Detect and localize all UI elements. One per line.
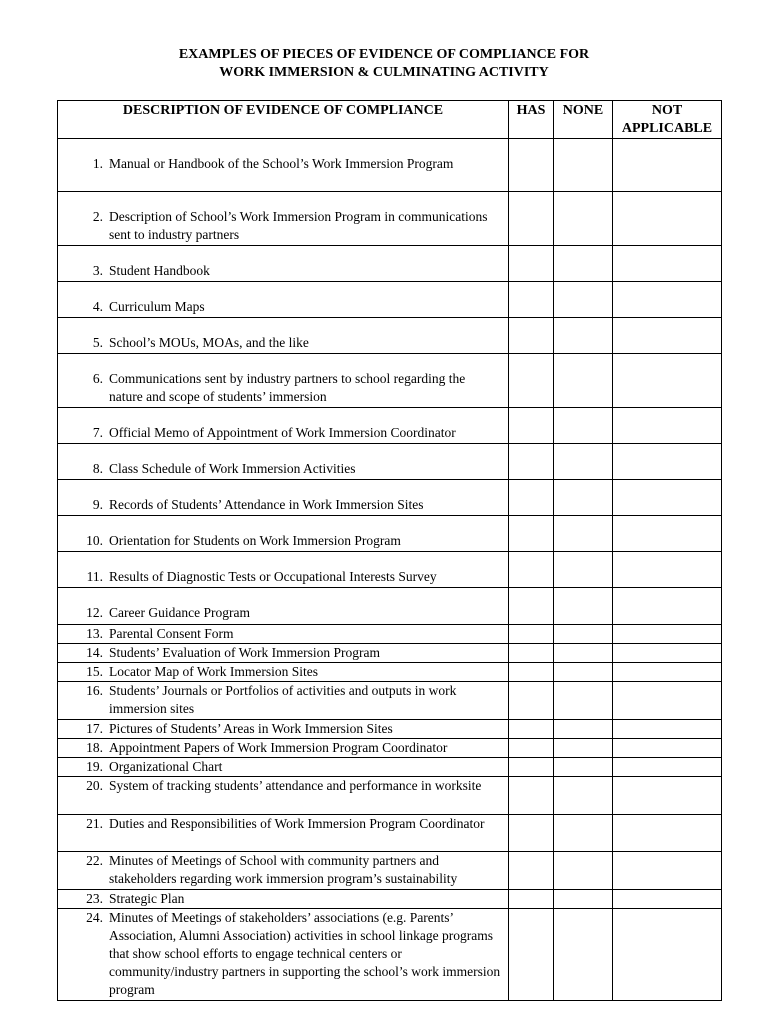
table-row bbox=[58, 758, 722, 777]
has-cell[interactable] bbox=[509, 408, 554, 444]
item-text: Description of School’s Work Immersion Program in communications sent to industry partners bbox=[109, 209, 488, 242]
item-number: 4. bbox=[92, 299, 103, 314]
table-row bbox=[58, 282, 722, 318]
evidence-description-cell bbox=[58, 480, 509, 516]
header-not-applicable: NOT APPLICABLE bbox=[613, 101, 722, 139]
item-text: Curriculum Maps bbox=[109, 299, 205, 314]
item-number: 16. bbox=[86, 683, 103, 698]
table-body bbox=[58, 139, 722, 1001]
evidence-description-cell bbox=[58, 909, 509, 1001]
has-cell[interactable] bbox=[509, 682, 554, 720]
not-applicable-cell[interactable] bbox=[613, 588, 722, 625]
item-text: System of tracking students’ attendance and performance in worksite bbox=[109, 778, 482, 793]
title-line-1: EXAMPLES OF PIECES OF EVIDENCE OF COMPLIANCE FOR bbox=[178, 47, 590, 62]
has-cell[interactable] bbox=[509, 139, 554, 192]
item-number: 18. bbox=[86, 740, 103, 755]
not-applicable-cell[interactable] bbox=[613, 246, 722, 282]
item-text: Communications sent by industry partners to school regarding the nature and scope of students’ immersion bbox=[109, 371, 466, 404]
table-row bbox=[58, 552, 722, 588]
item-text: Duties and Responsibilities of Work Immersion Program Coordinator bbox=[109, 816, 485, 831]
item-text: Strategic Plan bbox=[109, 891, 185, 906]
compliance-table bbox=[57, 100, 722, 1001]
item-number: 8. bbox=[92, 461, 103, 476]
item-text: Manual or Handbook of the School’s Work Immersion Program bbox=[109, 156, 454, 171]
table-row bbox=[58, 777, 722, 815]
item-text: Students’ Journals or Portfolios of activities and outputs in work immersion sites bbox=[109, 683, 457, 716]
none-cell[interactable] bbox=[554, 890, 613, 909]
none-cell[interactable] bbox=[554, 625, 613, 644]
none-cell[interactable] bbox=[554, 777, 613, 815]
table-row bbox=[58, 852, 722, 890]
item-text: Parental Consent Form bbox=[109, 626, 234, 641]
table-header-row bbox=[58, 101, 722, 139]
not-applicable-cell[interactable] bbox=[613, 354, 722, 408]
header-none: NONE bbox=[554, 101, 613, 139]
item-number: 22. bbox=[86, 853, 103, 868]
evidence-description-cell bbox=[58, 552, 509, 588]
has-cell[interactable] bbox=[509, 354, 554, 408]
has-cell[interactable] bbox=[509, 852, 554, 890]
evidence-description-cell bbox=[58, 354, 509, 408]
item-number: 2. bbox=[92, 209, 103, 224]
not-applicable-cell[interactable] bbox=[613, 815, 722, 852]
has-cell[interactable] bbox=[509, 588, 554, 625]
not-applicable-cell[interactable] bbox=[613, 444, 722, 480]
evidence-description-cell bbox=[58, 282, 509, 318]
not-applicable-cell[interactable] bbox=[613, 282, 722, 318]
item-text: Career Guidance Program bbox=[109, 605, 250, 620]
table-row bbox=[58, 516, 722, 552]
not-applicable-cell[interactable] bbox=[613, 682, 722, 720]
evidence-description-cell bbox=[58, 815, 509, 852]
evidence-description-cell bbox=[58, 625, 509, 644]
evidence-description-cell bbox=[58, 890, 509, 909]
not-applicable-cell[interactable] bbox=[613, 644, 722, 663]
table-row bbox=[58, 139, 722, 192]
not-applicable-cell[interactable] bbox=[613, 552, 722, 588]
item-text: Organizational Chart bbox=[109, 759, 223, 774]
item-number: 20. bbox=[86, 778, 103, 793]
not-applicable-cell[interactable] bbox=[613, 480, 722, 516]
table-row bbox=[58, 408, 722, 444]
has-cell[interactable] bbox=[509, 625, 554, 644]
none-cell[interactable] bbox=[554, 516, 613, 552]
not-applicable-cell[interactable] bbox=[613, 408, 722, 444]
has-cell[interactable] bbox=[509, 739, 554, 758]
not-applicable-cell[interactable] bbox=[613, 890, 722, 909]
none-cell[interactable] bbox=[554, 644, 613, 663]
item-number: 6. bbox=[92, 371, 103, 386]
item-text: Minutes of Meetings of School with community partners and stakeholders regarding work immersion program’s sustainability bbox=[109, 853, 458, 886]
item-text: Pictures of Students’ Areas in Work Immersion Sites bbox=[109, 721, 393, 736]
has-cell[interactable] bbox=[509, 758, 554, 777]
item-number: 24. bbox=[86, 910, 103, 925]
header-has: HAS bbox=[509, 101, 554, 139]
item-text: Appointment Papers of Work Immersion Program Coordinator bbox=[109, 740, 448, 755]
not-applicable-cell[interactable] bbox=[613, 852, 722, 890]
none-cell[interactable] bbox=[554, 282, 613, 318]
item-number: 5. bbox=[92, 335, 103, 350]
item-number: 23. bbox=[86, 891, 103, 906]
none-cell[interactable] bbox=[554, 815, 613, 852]
has-cell[interactable] bbox=[509, 663, 554, 682]
evidence-description-cell bbox=[58, 192, 509, 246]
has-cell[interactable] bbox=[509, 720, 554, 739]
item-number: 12. bbox=[86, 605, 103, 620]
not-applicable-cell[interactable] bbox=[613, 739, 722, 758]
none-cell[interactable] bbox=[554, 408, 613, 444]
item-text: Students’ Evaluation of Work Immersion Program bbox=[109, 645, 380, 660]
none-cell[interactable] bbox=[554, 758, 613, 777]
item-text: Locator Map of Work Immersion Sites bbox=[109, 664, 318, 679]
item-number: 11. bbox=[86, 569, 103, 584]
none-cell[interactable] bbox=[554, 139, 613, 192]
item-number: 14. bbox=[86, 645, 103, 660]
evidence-description-cell bbox=[58, 682, 509, 720]
not-applicable-cell[interactable] bbox=[613, 516, 722, 552]
table-row bbox=[58, 909, 722, 1001]
item-text: Class Schedule of Work Immersion Activities bbox=[109, 461, 356, 476]
item-text: Student Handbook bbox=[109, 263, 210, 278]
not-applicable-cell[interactable] bbox=[613, 318, 722, 354]
table-row bbox=[58, 480, 722, 516]
none-cell[interactable] bbox=[554, 682, 613, 720]
evidence-description-cell bbox=[58, 408, 509, 444]
has-cell[interactable] bbox=[509, 192, 554, 246]
table-row bbox=[58, 192, 722, 246]
has-cell[interactable] bbox=[509, 480, 554, 516]
item-number: 19. bbox=[86, 759, 103, 774]
table-row bbox=[58, 246, 722, 282]
evidence-description-cell bbox=[58, 739, 509, 758]
item-number: 7. bbox=[92, 425, 103, 440]
evidence-description-cell bbox=[58, 852, 509, 890]
none-cell[interactable] bbox=[554, 909, 613, 1001]
item-text: Orientation for Students on Work Immersion Program bbox=[109, 533, 401, 548]
evidence-description-cell bbox=[58, 777, 509, 815]
has-cell[interactable] bbox=[509, 909, 554, 1001]
item-text: Minutes of Meetings of stakeholders’ associations (e.g. Parents’ Association, Alumni Association) activities in school linkage programs that show school efforts to engage technical centers or community/industry partners in supporting the school’s work immersion program bbox=[109, 910, 501, 997]
none-cell[interactable] bbox=[554, 318, 613, 354]
item-text: Official Memo of Appointment of Work Immersion Coordinator bbox=[109, 425, 456, 440]
table-row bbox=[58, 720, 722, 739]
table-row bbox=[58, 588, 722, 625]
item-number: 3. bbox=[92, 263, 103, 278]
table-row bbox=[58, 739, 722, 758]
none-cell[interactable] bbox=[554, 552, 613, 588]
item-number: 21. bbox=[86, 816, 103, 831]
table-row bbox=[58, 815, 722, 852]
has-cell[interactable] bbox=[509, 777, 554, 815]
table-row bbox=[58, 663, 722, 682]
has-cell[interactable] bbox=[509, 890, 554, 909]
table-row bbox=[58, 444, 722, 480]
evidence-description-cell bbox=[58, 516, 509, 552]
not-applicable-cell[interactable] bbox=[613, 777, 722, 815]
not-applicable-cell[interactable] bbox=[613, 758, 722, 777]
item-number: 13. bbox=[86, 626, 103, 641]
item-number: 9. bbox=[92, 497, 103, 512]
none-cell[interactable] bbox=[554, 663, 613, 682]
none-cell[interactable] bbox=[554, 739, 613, 758]
has-cell[interactable] bbox=[509, 552, 554, 588]
table-row bbox=[58, 354, 722, 408]
has-cell[interactable] bbox=[509, 282, 554, 318]
has-cell[interactable] bbox=[509, 644, 554, 663]
evidence-description-cell bbox=[58, 588, 509, 625]
none-cell[interactable] bbox=[554, 588, 613, 625]
table-row bbox=[58, 682, 722, 720]
item-number: 15. bbox=[86, 664, 103, 679]
evidence-description-cell bbox=[58, 720, 509, 739]
not-applicable-cell[interactable] bbox=[613, 720, 722, 739]
evidence-description-cell bbox=[58, 444, 509, 480]
item-number: 10. bbox=[86, 533, 103, 548]
none-cell[interactable] bbox=[554, 480, 613, 516]
evidence-description-cell bbox=[58, 663, 509, 682]
not-applicable-cell[interactable] bbox=[613, 192, 722, 246]
title-line-2: WORK IMMERSION & CULMINATING ACTIVITY bbox=[219, 65, 549, 80]
not-applicable-cell[interactable] bbox=[613, 663, 722, 682]
table-row bbox=[58, 644, 722, 663]
document-title bbox=[0, 46, 768, 82]
evidence-description-cell bbox=[58, 758, 509, 777]
none-cell[interactable] bbox=[554, 720, 613, 739]
table-row bbox=[58, 625, 722, 644]
item-text: School’s MOUs, MOAs, and the like bbox=[109, 335, 309, 350]
not-applicable-cell[interactable] bbox=[613, 139, 722, 192]
item-text: Records of Students’ Attendance in Work Immersion Sites bbox=[109, 497, 424, 512]
has-cell[interactable] bbox=[509, 318, 554, 354]
has-cell[interactable] bbox=[509, 246, 554, 282]
none-cell[interactable] bbox=[554, 246, 613, 282]
not-applicable-cell[interactable] bbox=[613, 909, 722, 1001]
item-text: Results of Diagnostic Tests or Occupational Interests Survey bbox=[109, 569, 437, 584]
evidence-description-cell bbox=[58, 139, 509, 192]
none-cell[interactable] bbox=[554, 192, 613, 246]
table-row bbox=[58, 318, 722, 354]
not-applicable-cell[interactable] bbox=[613, 625, 722, 644]
item-number: 1. bbox=[92, 156, 103, 171]
item-number: 17. bbox=[86, 721, 103, 736]
none-cell[interactable] bbox=[554, 354, 613, 408]
evidence-description-cell bbox=[58, 318, 509, 354]
none-cell[interactable] bbox=[554, 852, 613, 890]
table-row bbox=[58, 890, 722, 909]
none-cell[interactable] bbox=[554, 444, 613, 480]
has-cell[interactable] bbox=[509, 516, 554, 552]
has-cell[interactable] bbox=[509, 815, 554, 852]
header-description: DESCRIPTION OF EVIDENCE OF COMPLIANCE bbox=[58, 101, 509, 139]
evidence-description-cell bbox=[58, 246, 509, 282]
evidence-description-cell bbox=[58, 644, 509, 663]
has-cell[interactable] bbox=[509, 444, 554, 480]
